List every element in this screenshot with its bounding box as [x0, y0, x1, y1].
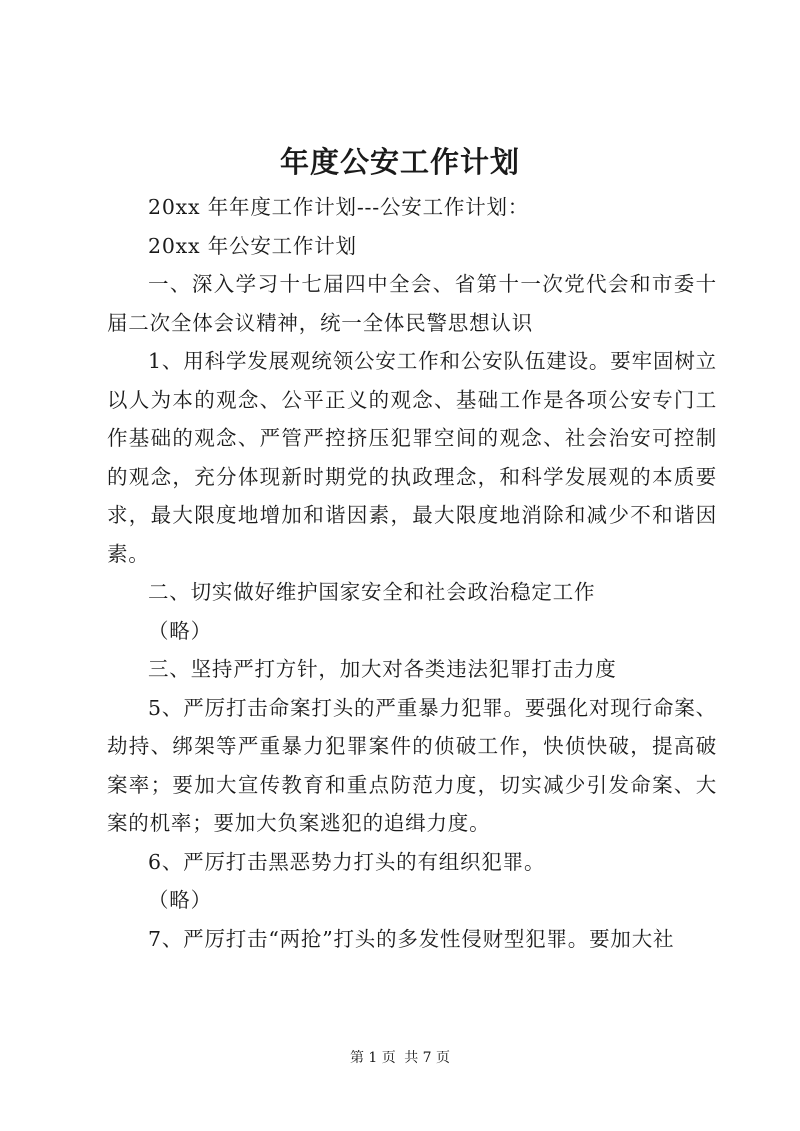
paragraph: （略） [148, 618, 212, 643]
paragraph: 20xx 年年度工作计划---公安工作计划： [148, 195, 530, 219]
paragraph: 7、严厉打击“两抢”打头的多发性侵财型犯罪。要加大社 [148, 926, 675, 951]
paragraph: 20xx 年公安工作计划 [148, 233, 357, 258]
paragraph: 三、坚持严打方针，加大对各类违法犯罪打击力度 [148, 657, 617, 681]
page-footer [0, 1048, 800, 1068]
paragraph: 6、严厉打击黑恶势力打头的有组织犯罪。 [148, 849, 546, 874]
document-body [107, 188, 717, 958]
paragraph: 1、用科学发展观统领公安工作和公安队伍建设。要牢固树立以人为本的观念、公平正义的观念、基础工作是各项公安专门工作基础的观念、严管严控挤压犯罪空间的观念、社会治安可控制的观念，充分体现新时期党的执政理念，和科学发展观的本质要求，最大限度地增加和谐因素，最大限度地消除和减少不和谐因素。 [107, 349, 717, 566]
paragraph: （略） [148, 888, 212, 912]
document-title: 年度公安工作计划 [279, 145, 520, 179]
paragraph: 一、深入学习十七届四中全会、省第十一次党代会和市委十届二次全体会议精神，统一全体民警思想认识 [107, 272, 717, 335]
page-total: 共 7 页 [404, 1050, 451, 1066]
paragraph: 5、严厉打击命案打头的严重暴力犯罪。要强化对现行命案、劫持、绑架等严重暴力犯罪案件的侦破工作，快侦快破，提高破案率；要加大宣传教育和重点防范力度，切实减少引发命案、大案的机率；要加大负案逃犯的追缉力度。 [107, 695, 717, 835]
page-number: 第 1 页 [349, 1050, 396, 1066]
paragraph: 二、切实做好维护国家安全和社会政治稳定工作 [148, 580, 596, 604]
